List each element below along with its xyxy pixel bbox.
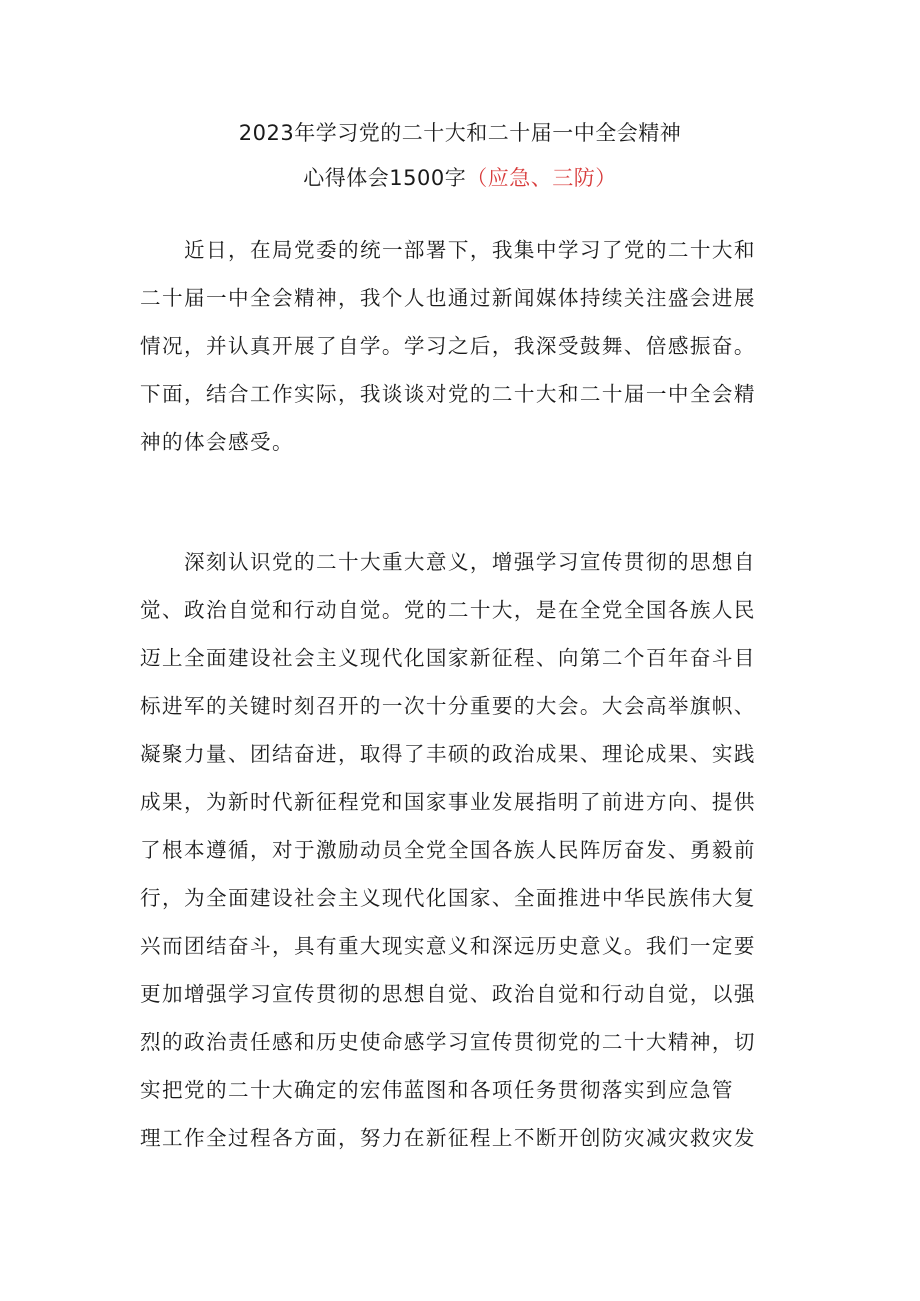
- paragraph-line: 二十届一中全会精神，我个人也通过新闻媒体持续关注盛会进展: [140, 286, 756, 310]
- title-subtitle-text: 心得体会1500字: [303, 166, 467, 190]
- paragraph-line: 更加增强学习宣传贯彻的思想自觉、政治自觉和行动自觉，以强: [140, 982, 756, 1006]
- paragraph-line: 实把党的二十大确定的宏伟蓝图和各项任务贯彻落实到应急管: [140, 1078, 734, 1102]
- paragraph-line: 下面，结合工作实际，我谈谈对党的二十大和二十届一中全会精: [140, 382, 756, 406]
- paragraph-line: 成果，为新时代新征程党和国家事业发展指明了前进方向、提供: [140, 790, 756, 814]
- paragraph-line: 标进军的关键时刻召开的一次十分重要的大会。大会高举旗帜、: [140, 694, 756, 718]
- paragraph-line: 兴而团结奋斗，具有重大现实意义和深远历史意义。我们一定要: [140, 934, 756, 958]
- paragraph-line: 情况，并认真开展了自学。学习之后，我深受鼓舞、倍感振奋。: [140, 334, 756, 358]
- paragraph-line: 觉、政治自觉和行动自觉。党的二十大，是在全党全国各族人民: [140, 598, 756, 622]
- title-subtitle-category: （应急、三防）: [466, 166, 617, 190]
- document-title-line-2: [0, 162, 920, 192]
- paragraph-line: 神的体会感受。: [140, 430, 294, 454]
- document-title-line-1: [0, 117, 920, 147]
- paragraph-line: 迈上全面建设社会主义现代化国家新征程、向第二个百年奋斗目: [140, 646, 756, 670]
- paragraph-line: 行，为全面建设社会主义现代化国家、全面推进中华民族伟大复: [140, 886, 756, 910]
- paragraph-line: 烈的政治责任感和历史使命感学习宣传贯彻党的二十大精神，切: [140, 1030, 756, 1054]
- title-text: 2023年学习党的二十大和二十届一中全会精神: [238, 121, 682, 145]
- paragraph-line: 深刻认识党的二十大重大意义，增强学习宣传贯彻的思想自: [184, 550, 756, 574]
- paragraph-line: 了根本遵循，对于激励动员全党全国各族人民阵厉奋发、勇毅前: [140, 838, 756, 862]
- paragraph-line: 近日，在局党委的统一部署下，我集中学习了党的二十大和: [184, 238, 756, 262]
- paragraph-line: 凝聚力量、团结奋进，取得了丰硕的政治成果、理论成果、实践: [140, 742, 756, 766]
- paragraph-line: 理工作全过程各方面，努力在新征程上不断开创防灾减灾救灾发: [140, 1126, 756, 1150]
